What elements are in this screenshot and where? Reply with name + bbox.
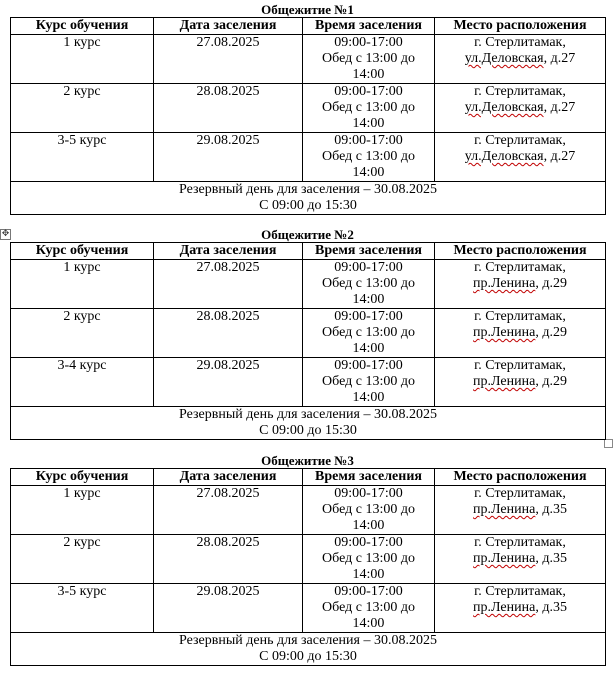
reserve-cell bbox=[11, 182, 606, 215]
city: г. Стерлитамак, bbox=[474, 133, 566, 148]
table-row bbox=[11, 358, 606, 407]
cell-time bbox=[303, 35, 435, 84]
lunch-end: 14:00 bbox=[352, 292, 385, 307]
header-time: Время заселения bbox=[303, 18, 435, 35]
cell-date: 28.08.2025 bbox=[154, 309, 303, 358]
city: г. Стерлитамак, bbox=[474, 84, 566, 99]
cell-time bbox=[303, 584, 435, 633]
cell-location bbox=[435, 260, 606, 309]
cell-course: 3-5 курс bbox=[11, 584, 154, 633]
dorm-title: Общежитие №1 bbox=[261, 2, 354, 17]
time-range: 09:00-17:00 bbox=[334, 486, 403, 501]
table-header-row bbox=[11, 18, 606, 35]
dorm-block-3 bbox=[10, 453, 605, 666]
reserve-row bbox=[11, 407, 606, 440]
table-row bbox=[11, 84, 606, 133]
time-range: 09:00-17:00 bbox=[334, 584, 403, 599]
cell-date: 29.08.2025 bbox=[154, 584, 303, 633]
table-row bbox=[11, 309, 606, 358]
header-date: Дата заселения bbox=[154, 469, 303, 486]
house-number: , д.27 bbox=[543, 100, 576, 115]
cell-date: 28.08.2025 bbox=[154, 535, 303, 584]
header-course: Курс обучения bbox=[11, 18, 154, 35]
lunch-note: Обед с 13:00 до bbox=[322, 100, 415, 115]
cell-date: 28.08.2025 bbox=[154, 84, 303, 133]
house-number: , д.35 bbox=[535, 551, 567, 566]
header-date: Дата заселения bbox=[154, 18, 303, 35]
lunch-note: Обед с 13:00 до bbox=[322, 276, 415, 291]
street: пр.Ленина bbox=[473, 600, 536, 615]
house-number: , д.29 bbox=[535, 276, 567, 291]
header-time: Время заселения bbox=[303, 243, 435, 260]
table-row bbox=[11, 486, 606, 535]
time-range: 09:00-17:00 bbox=[334, 84, 403, 99]
lunch-end: 14:00 bbox=[352, 518, 385, 533]
street: ул.Деловская bbox=[464, 149, 544, 164]
schedule-table bbox=[10, 468, 606, 666]
cell-location bbox=[435, 535, 606, 584]
header-course: Курс обучения bbox=[11, 469, 154, 486]
city: г. Стерлитамак, bbox=[474, 535, 566, 550]
cell-course: 1 курс bbox=[11, 260, 154, 309]
lunch-end: 14:00 bbox=[352, 567, 385, 582]
time-range: 09:00-17:00 bbox=[334, 35, 403, 50]
cell-time bbox=[303, 535, 435, 584]
reserve-row bbox=[11, 182, 606, 215]
lunch-end: 14:00 bbox=[352, 165, 385, 180]
reserve-day: Резервный день для заселения – 30.08.2025 bbox=[179, 633, 437, 648]
street: пр.Ленина bbox=[473, 374, 536, 389]
street: пр.Ленина bbox=[473, 551, 536, 566]
cell-course: 3-5 курс bbox=[11, 133, 154, 182]
table-row bbox=[11, 260, 606, 309]
cell-location bbox=[435, 584, 606, 633]
cell-location bbox=[435, 133, 606, 182]
cell-date: 29.08.2025 bbox=[154, 358, 303, 407]
time-range: 09:00-17:00 bbox=[334, 358, 403, 373]
street: пр.Ленина bbox=[473, 325, 536, 340]
reserve-cell bbox=[11, 407, 606, 440]
cell-time bbox=[303, 486, 435, 535]
cell-date: 27.08.2025 bbox=[154, 486, 303, 535]
cell-date: 27.08.2025 bbox=[154, 260, 303, 309]
cell-location bbox=[435, 358, 606, 407]
cell-location bbox=[435, 309, 606, 358]
lunch-note: Обед с 13:00 до bbox=[322, 325, 415, 340]
table-resize-handle[interactable] bbox=[604, 439, 613, 448]
lunch-end: 14:00 bbox=[352, 67, 385, 82]
reserve-day: Резервный день для заселения – 30.08.2025 bbox=[179, 407, 437, 422]
cell-time bbox=[303, 358, 435, 407]
city: г. Стерлитамак, bbox=[474, 35, 566, 50]
cell-course: 3-4 курс bbox=[11, 358, 154, 407]
reserve-day: Резервный день для заселения – 30.08.2025 bbox=[179, 182, 437, 197]
lunch-note: Обед с 13:00 до bbox=[322, 502, 415, 517]
lunch-note: Обед с 13:00 до bbox=[322, 374, 415, 389]
cell-time bbox=[303, 309, 435, 358]
header-location: Место расположения bbox=[435, 18, 606, 35]
reserve-hours: С 09:00 до 15:30 bbox=[259, 198, 357, 213]
cell-date: 29.08.2025 bbox=[154, 133, 303, 182]
table-row bbox=[11, 535, 606, 584]
city: г. Стерлитамак, bbox=[474, 260, 566, 275]
table-row bbox=[11, 35, 606, 84]
lunch-note: Обед с 13:00 до bbox=[322, 51, 415, 66]
cell-location bbox=[435, 35, 606, 84]
cell-course: 1 курс bbox=[11, 486, 154, 535]
lunch-end: 14:00 bbox=[352, 390, 385, 405]
lunch-note: Обед с 13:00 до bbox=[322, 600, 415, 615]
header-location: Место расположения bbox=[435, 243, 606, 260]
header-date: Дата заселения bbox=[154, 243, 303, 260]
cell-date: 27.08.2025 bbox=[154, 35, 303, 84]
header-course: Курс обучения bbox=[11, 243, 154, 260]
street: ул.Деловская bbox=[464, 100, 544, 115]
house-number: , д.29 bbox=[535, 325, 567, 340]
lunch-end: 14:00 bbox=[352, 616, 385, 631]
table-row bbox=[11, 584, 606, 633]
table-move-anchor-icon[interactable]: ✥ bbox=[1, 229, 10, 239]
time-range: 09:00-17:00 bbox=[334, 535, 403, 550]
time-range: 09:00-17:00 bbox=[334, 133, 403, 148]
lunch-end: 14:00 bbox=[352, 341, 385, 356]
city: г. Стерлитамак, bbox=[474, 358, 566, 373]
schedule-table bbox=[10, 17, 606, 215]
reserve-hours: С 09:00 до 15:30 bbox=[259, 649, 357, 664]
street: пр.Ленина bbox=[473, 502, 536, 517]
time-range: 09:00-17:00 bbox=[334, 309, 403, 324]
dorm-block-1 bbox=[10, 2, 605, 215]
cell-time bbox=[303, 84, 435, 133]
city: г. Стерлитамак, bbox=[474, 309, 566, 324]
cell-course: 2 курс bbox=[11, 84, 154, 133]
street: ул.Деловская bbox=[464, 51, 544, 66]
dorm-title: Общежитие №3 bbox=[261, 453, 354, 468]
time-range: 09:00-17:00 bbox=[334, 260, 403, 275]
lunch-note: Обед с 13:00 до bbox=[322, 551, 415, 566]
reserve-row bbox=[11, 633, 606, 666]
schedule-table bbox=[10, 242, 606, 440]
cell-course: 2 курс bbox=[11, 309, 154, 358]
house-number: , д.35 bbox=[535, 502, 567, 517]
reserve-hours: С 09:00 до 15:30 bbox=[259, 423, 357, 438]
city: г. Стерлитамак, bbox=[474, 584, 566, 599]
house-number: , д.27 bbox=[543, 149, 576, 164]
cell-time bbox=[303, 133, 435, 182]
cell-course: 2 курс bbox=[11, 535, 154, 584]
table-header-row bbox=[11, 243, 606, 260]
city: г. Стерлитамак, bbox=[474, 486, 566, 501]
cell-location bbox=[435, 486, 606, 535]
lunch-end: 14:00 bbox=[352, 116, 385, 131]
house-number: , д.35 bbox=[535, 600, 567, 615]
dorm-block-2 bbox=[10, 227, 605, 440]
lunch-note: Обед с 13:00 до bbox=[322, 149, 415, 164]
table-header-row bbox=[11, 469, 606, 486]
reserve-cell bbox=[11, 633, 606, 666]
house-number: , д.29 bbox=[535, 374, 567, 389]
table-row bbox=[11, 133, 606, 182]
cell-location bbox=[435, 84, 606, 133]
street: пр.Ленина bbox=[473, 276, 536, 291]
header-location: Место расположения bbox=[435, 469, 606, 486]
header-time: Время заселения bbox=[303, 469, 435, 486]
house-number: , д.27 bbox=[543, 51, 576, 66]
cell-time bbox=[303, 260, 435, 309]
dorm-title: Общежитие №2 bbox=[261, 227, 354, 242]
cell-course: 1 курс bbox=[11, 35, 154, 84]
